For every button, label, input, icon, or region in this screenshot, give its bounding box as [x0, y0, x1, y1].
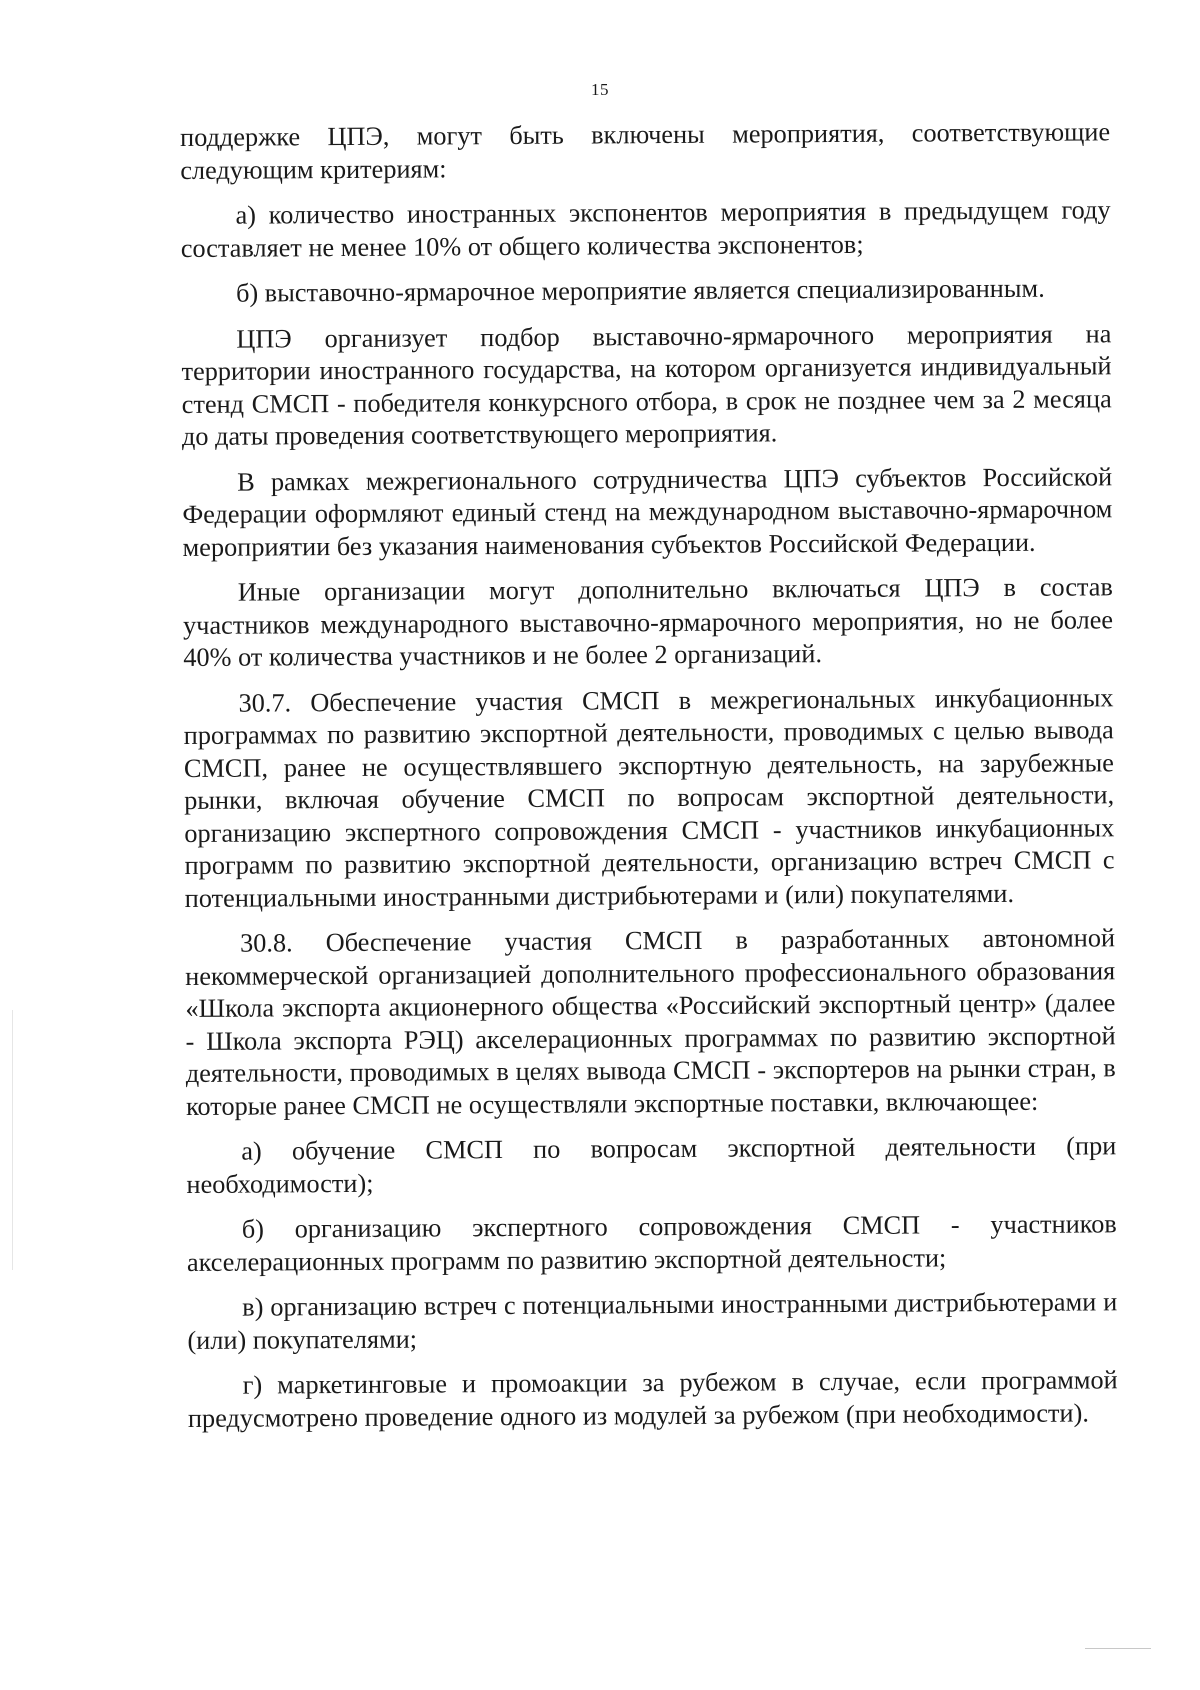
clause-30-8-item-g: г) маркетинговые и промоакции за рубежом в случае, если программой предусмотрено проведение одного из модулей за рубежом (при необходимости). — [187, 1365, 1118, 1433]
paragraph-event-selection: ЦПЭ организует подбор выставочно-ярмарочного мероприятия на территории иностранного государства, на котором организуется индивидуальный стенд СМСП - победителя конкурсного отбора, в срок не позднее чем за 2 месяца до даты проведения соответствующего мероприятия. — [181, 318, 1112, 451]
paragraph-other-organizations: Иные организации могут дополнительно включаться ЦПЭ в состав участников международного выставочно-ярмарочного мероприятия, но не более 40% от количества участников и не более 2 организаций. — [182, 572, 1114, 672]
paragraph-continuation: поддержке ЦПЭ, могут быть включены мероприятия, соответствующие следующим критериям: — [180, 117, 1111, 185]
document-body — [180, 116, 1118, 1435]
scan-artifact-edge — [12, 1010, 13, 1270]
clause-30-8-item-b: б) организацию экспертного сопровождения СМСП - участников акселерационных программ по развитию экспортной деятельности; — [186, 1209, 1117, 1277]
page-number: 15 — [591, 80, 609, 99]
clause-30-8: 30.8. Обеспечение участия СМСП в разработанных автономной некоммерческой организацией дополнительного профессионального образования «Школа экспорта акционерного общества «Российский экспортный центр» (далее - Школа экспорта РЭЦ) акселерационных программах по развитию экспортной деятельности, проводимых в целях вывода СМСП - экспортеров на рынки стран, в которые ранее СМСП не осуществляли экспортные поставки, включающее: — [185, 923, 1116, 1121]
clause-30-8-item-v: в) организацию встреч с потенциальными иностранными дистрибьютерами и (или) покупателями; — [187, 1287, 1118, 1355]
criterion-b: б) выставочно-ярмарочное мероприятие является специализированным. — [235, 273, 1045, 308]
paragraph-interregional-stand: В рамках межрегионального сотрудничества ЦПЭ субъектов Российской Федерации оформляют единый стенд на международном выставочно-ярмарочном мероприятии без указания наименования субъектов Российской Федерации. — [182, 461, 1113, 562]
criterion-a: а) количество иностранных экспонентов мероприятия в предыдущем году составляет не менее 10% от общего количества экспонентов; — [180, 195, 1111, 263]
clause-30-7: 30.7. Обеспечение участия СМСП в межрегиональных инкубационных программах по развитию экспортной деятельности, проводимых с целью вывода СМСП, ранее не осуществлявшего экспортную деятельность, на зарубежные рынки, включая обучение СМСП по вопросам экспортной деятельности, организацию экспертного сопровождения СМСП - участников инкубационных программ по развитию экспортной деятельности, организацию встреч СМСП с потенциальными иностранными дистрибьютерами и (или) покупателями. — [183, 682, 1115, 913]
clause-30-8-item-a: а) обучение СМСП по вопросам экспортной деятельности (при необходимости); — [186, 1131, 1117, 1199]
scan-artifact-line — [1085, 1648, 1151, 1649]
